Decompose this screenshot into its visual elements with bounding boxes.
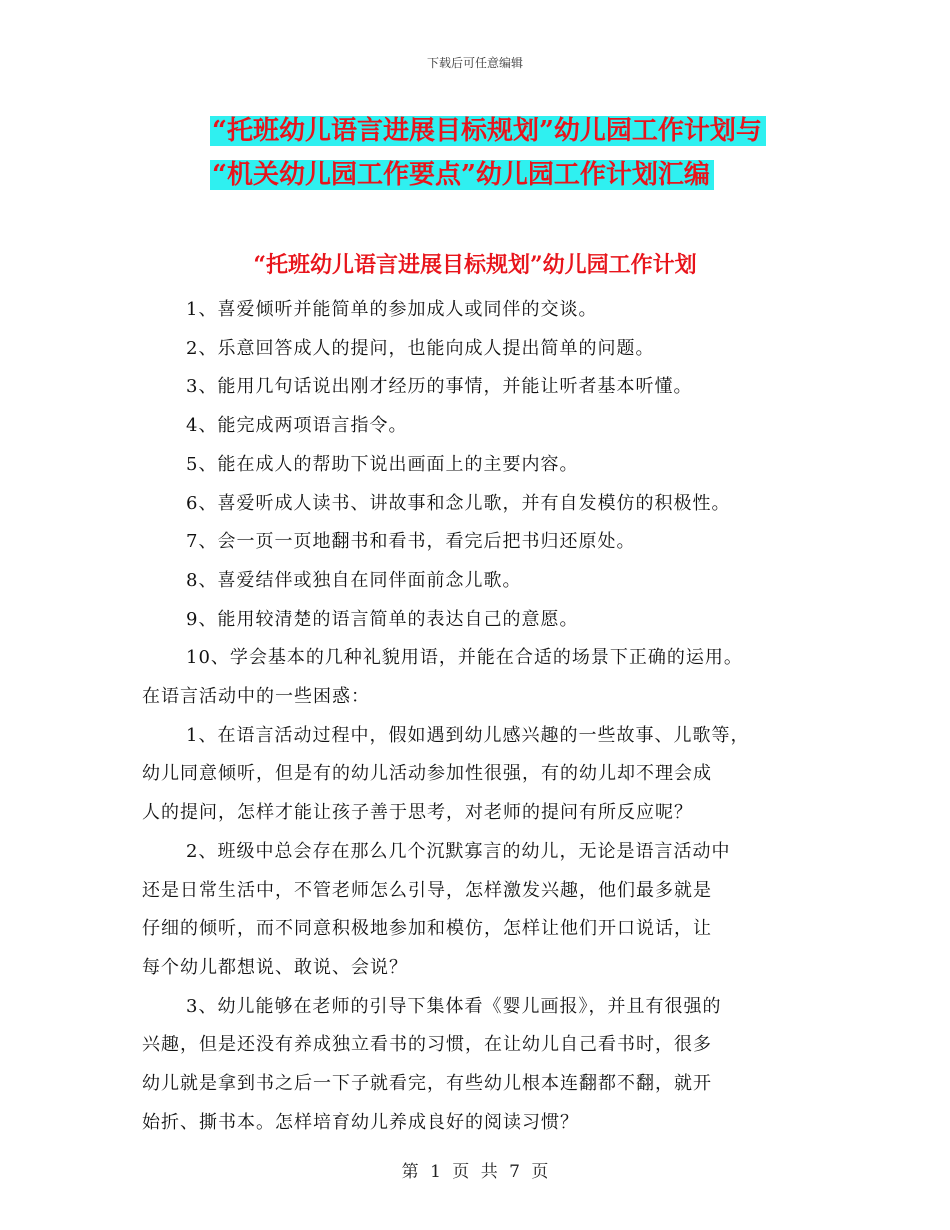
title-highlight: “机关幼儿园工作要点”幼儿园工作计划汇编 [210, 160, 714, 190]
confusion-line: 幼儿就是拿到书之后一下子就看完，有些幼儿根本连翻都不翻，就开 [142, 1073, 712, 1095]
page-number: 第 1 页 共 7 页 [401, 1162, 549, 1182]
goal-item: 7、会一页一页地翻书和看书，看完后把书归还原处。 [186, 531, 636, 553]
goal-item: 1、喜爱倾听并能简单的参加成人或同伴的交谈。 [186, 299, 598, 320]
confusion-line: 每个幼儿都想说、敢说、会说？ [142, 956, 408, 978]
confusion-line: 还是日常生活中，不管老师怎么引导，怎样激发兴趣，他们最多就是 [142, 879, 712, 901]
document-title-line-1 [210, 114, 766, 148]
confusion-heading: 在语言活动中的一些困惑： [142, 686, 370, 708]
header-note: 下载后可任意编辑 [426, 56, 523, 70]
goal-item: 9、能用较清楚的语言简单的表达自己的意愿。 [186, 608, 579, 630]
confusion-line: 兴趣，但是还没有养成独立看书的习惯，在让幼儿自己看书时，很多 [142, 1034, 712, 1056]
confusion-line: 1、在语言活动过程中，假如遇到幼儿感兴趣的一些故事、儿歌等， [186, 724, 750, 746]
section-title: “托班幼儿语言进展目标规划”幼儿园工作计划 [253, 252, 697, 278]
goal-item: 10、学会基本的几种礼貌用语，并能在合适的场景下正确的运用。 [186, 647, 743, 669]
title-highlight: “托班幼儿语言进展目标规划”幼儿园工作计划与 [210, 116, 766, 146]
goal-item: 8、喜爱结伴或独自在同伴面前念儿歌。 [186, 569, 522, 591]
confusion-line: 3、幼儿能够在老师的引导下集体看《婴儿画报》，并且有很强的 [186, 995, 722, 1017]
confusion-line: 幼儿同意倾听，但是有的幼儿活动参加性很强，有的幼儿却不理会成 [142, 763, 712, 785]
document-body [142, 291, 822, 1142]
document-title-line-2 [210, 158, 714, 192]
confusion-line: 始折、撕书本。怎样培育幼儿养成良好的阅读习惯？ [142, 1111, 579, 1133]
goal-item: 4、能完成两项语言指令。 [186, 415, 408, 437]
confusion-line: 2、班级中总会存在那么几个沉默寡言的幼儿，无论是语言活动中 [186, 840, 731, 862]
goal-item: 6、喜爱听成人读书、讲故事和念儿歌，并有自发模仿的积极性。 [186, 492, 731, 514]
confusion-line: 人的提问，怎样才能让孩子善于思考，对老师的提问有所反应呢？ [142, 802, 693, 824]
goal-item: 2、乐意回答成人的提问，也能向成人提出简单的问题。 [186, 337, 655, 359]
confusion-line: 仔细的倾听，而不同意积极地参加和模仿，怎样让他们开口说话，让 [142, 918, 712, 940]
goal-item: 5、能在成人的帮助下说出画面上的主要内容。 [186, 453, 579, 475]
goal-item: 3、能用几句话说出刚才经历的事情，并能让听者基本听懂。 [186, 376, 693, 398]
